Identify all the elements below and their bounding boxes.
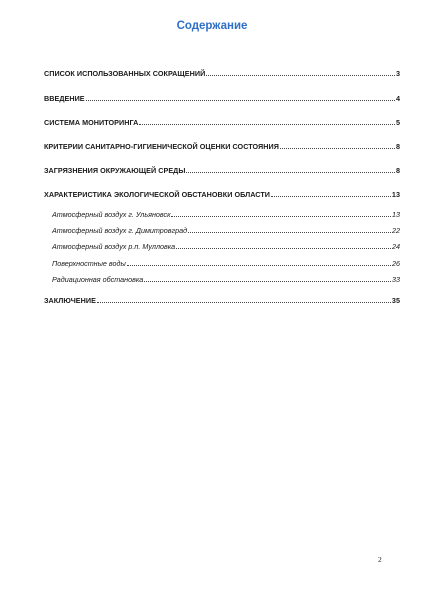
toc-entry-page: 24 — [392, 242, 400, 251]
toc-entry-page: 3 — [395, 69, 400, 78]
toc-entry-page: 26 — [392, 259, 400, 268]
toc-dot-leader — [176, 247, 391, 249]
toc-dot-leader — [86, 99, 395, 101]
toc-dot-leader — [144, 280, 391, 282]
toc-dot-leader — [97, 301, 391, 303]
toc-entry-abbreviations — [44, 69, 400, 78]
toc-entry-text: ВВЕДЕНИЕ — [44, 94, 85, 103]
toc-entry-page: 13 — [391, 190, 400, 199]
toc-entry-text: ЗАГРЯЗНЕНИЯ ОКРУЖАЮЩЕЙ СРЕДЫ — [44, 166, 186, 175]
toc-entry-pollution — [44, 166, 400, 175]
toc-dot-leader — [271, 195, 391, 197]
toc-entry-page: 22 — [392, 226, 400, 235]
toc-entry-text: Атмосферный воздух г. Димитровград — [52, 226, 188, 235]
toc-dot-leader — [280, 147, 395, 149]
toc-subentry-radiation — [52, 275, 400, 284]
toc-subentry-ulyanovsk — [52, 210, 400, 219]
toc-entry-text: ХАРАКТЕРИСТИКА ЭКОЛОГИЧЕСКОЙ ОБСТАНОВКИ ОБЛАСТИ — [44, 190, 271, 199]
toc-dot-leader — [139, 123, 395, 125]
toc-entry-page: 5 — [395, 118, 400, 127]
toc-entry-page: 35 — [391, 296, 400, 305]
toc-dot-leader — [127, 264, 391, 266]
toc-subentry-dimitrovgrad — [52, 226, 400, 235]
page-number: 2 — [378, 555, 382, 564]
toc-entry-text: СИСТЕМА МОНИТОРИНГА — [44, 118, 139, 127]
toc-entry-introduction — [44, 94, 400, 103]
toc-entry-conclusion — [44, 296, 400, 305]
toc-entry-page: 8 — [395, 166, 400, 175]
toc-entry-page: 4 — [395, 94, 400, 103]
toc-entry-criteria — [44, 142, 400, 151]
toc-entry-page: 13 — [392, 210, 400, 219]
toc-dot-leader — [186, 171, 395, 173]
toc-dot-leader — [171, 215, 391, 217]
toc-dot-leader — [206, 74, 395, 76]
toc-entry-ecology — [44, 190, 400, 199]
toc-dot-leader — [188, 231, 391, 233]
toc-entry-text: Поверхностные воды — [52, 259, 126, 268]
toc-entry-text: ЗАКЛЮЧЕНИЕ — [44, 296, 96, 305]
toc-entry-text: Радиационная обстановка — [52, 275, 144, 284]
toc-entry-text: Атмосферный воздух р.п. Мулловка — [52, 242, 176, 251]
toc-entry-text: Атмосферный воздух г. Ульяновск — [52, 210, 171, 219]
toc-entry-monitoring-system — [44, 118, 400, 127]
toc-title: Содержание — [176, 20, 248, 32]
toc-subentry-surface-water — [52, 259, 400, 268]
toc-entry-text: КРИТЕРИИ САНИТАРНО-ГИГИЕНИЧЕСКОЙ ОЦЕНКИ СОСТОЯНИЯ — [44, 142, 279, 151]
toc-entry-text: СПИСОК ИСПОЛЬЗОВАННЫХ СОКРАЩЕНИЙ — [44, 69, 206, 78]
toc-subentry-mullovka — [52, 242, 400, 251]
toc-entry-page: 8 — [395, 142, 400, 151]
toc-entry-page: 33 — [392, 275, 400, 284]
